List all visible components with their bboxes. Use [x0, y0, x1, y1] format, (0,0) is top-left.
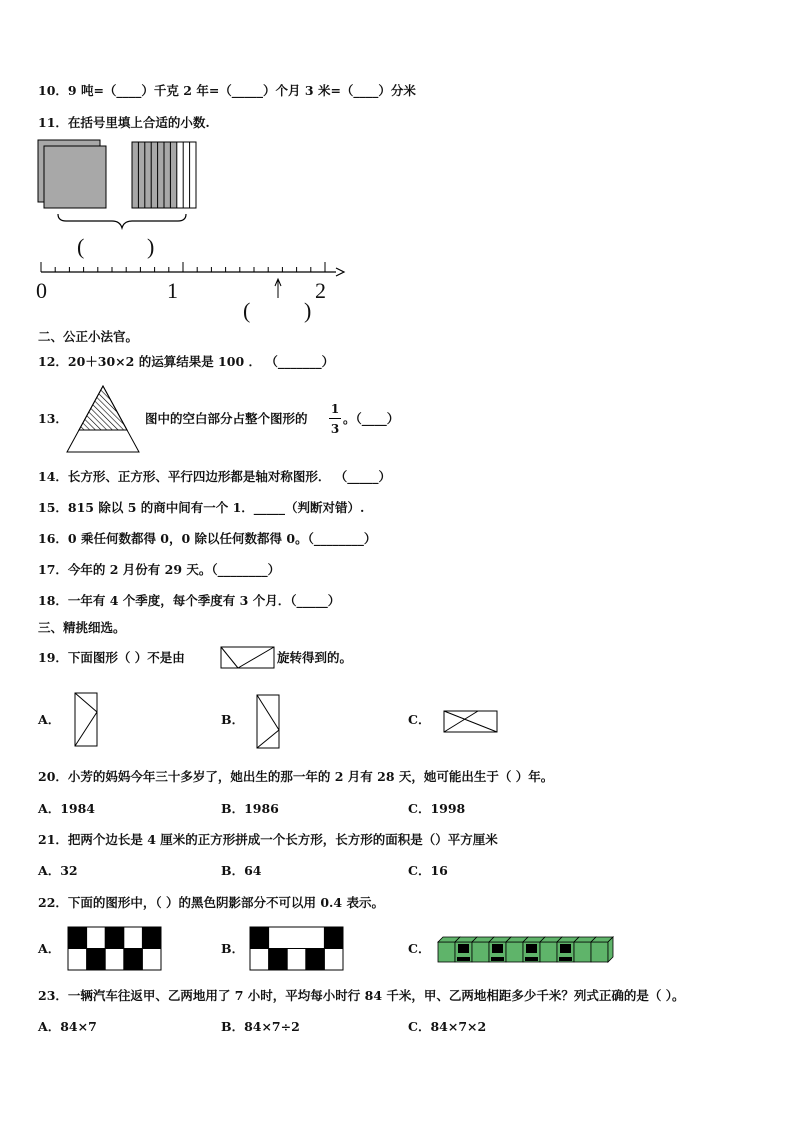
q22-figure-b — [249, 926, 345, 972]
ruler-label-1: 1 — [167, 278, 178, 303]
section-3-heading: 三、精挑细选。 — [38, 620, 126, 635]
q20-option-b[interactable]: B．1986 — [221, 801, 279, 816]
question-12: 12．20＋30×2 的运算结果是 100 ． （_______） — [38, 354, 335, 369]
q19-figure-b — [256, 694, 282, 750]
paren-right-2: ) — [304, 298, 312, 323]
question-18: 18．一年有 4 个季度，每个季度有 3 个月．（_____） — [38, 593, 341, 608]
paren-right-1: ) — [147, 234, 155, 259]
question-21: 21．把两个边长是 4 厘米的正方形拼成一个长方形，长方形的面积是（）平方厘米 — [38, 832, 498, 847]
q23-option-a[interactable]: A．84×7 — [38, 1019, 97, 1034]
q22-figure-a — [67, 926, 163, 972]
question-23: 23．一辆汽车往返甲、乙两地用了 7 小时，平均每小时行 84 千米，甲、乙两地相距多少千米？列式正确的是（ ）。 — [38, 988, 685, 1003]
section-2-heading: 二、公正小法官。 — [38, 329, 139, 344]
question-14: 14．长方形、正方形、平行四边形都是轴对称图形． （_____） — [38, 469, 391, 484]
question-20: 20．小芳的妈妈今年三十多岁了，她出生的那一年的 2 月有 28 天，她可能出生于（ ）年。 — [38, 769, 554, 784]
q20-option-a[interactable]: A．1984 — [38, 801, 95, 816]
brace — [58, 214, 186, 228]
number-line — [41, 262, 344, 298]
question-13-text: 图中的空白部分占整个图形的 — [145, 411, 308, 426]
paren-left-2: ( — [243, 298, 251, 323]
q22-option-a[interactable]: A． — [38, 941, 61, 956]
question-10: 10．9 吨=（____）千克 2 年=（_____）个月 3 米=（____）分米 — [38, 83, 416, 98]
question-13-tail: 。（____） — [343, 411, 400, 426]
paren-left-1: ( — [77, 234, 85, 259]
triangle-figure — [66, 384, 140, 454]
q22-option-c[interactable]: C． — [408, 941, 431, 956]
square-front — [44, 146, 106, 208]
q19-figure-c — [443, 710, 499, 734]
q22-option-b[interactable]: B． — [221, 941, 245, 956]
q23-option-c[interactable]: C．84×7×2 — [408, 1019, 487, 1034]
q21-option-c[interactable]: C．16 — [408, 863, 448, 878]
fraction-bar — [329, 418, 341, 419]
q19-option-c[interactable]: C． — [408, 712, 431, 727]
q22-figure-c — [436, 934, 626, 966]
q21-option-a[interactable]: A．32 — [38, 863, 78, 878]
question-16: 16．0 乘任何数都得 0，0 除以任何数都得 0。（________） — [38, 531, 377, 546]
q19-figure-a — [74, 692, 100, 748]
question-19-pre: 19．下面图形（ ）不是由 — [38, 650, 185, 665]
q19-option-b[interactable]: B． — [221, 712, 245, 727]
question-13-number: 13． — [38, 411, 68, 426]
question-15: 15．815 除以 5 的商中间有一个 1．_____（判断对错）. — [38, 500, 365, 515]
q21-option-b[interactable]: B．64 — [221, 863, 262, 878]
cube-side — [608, 937, 613, 962]
q23-option-b[interactable]: B．84×7÷2 — [221, 1019, 300, 1034]
reference-rectangle — [220, 646, 276, 670]
fraction-denominator: 3 — [330, 422, 340, 436]
question-17: 17．今年的 2 月份有 29 天。（________） — [38, 562, 281, 577]
ruler-label-2: 2 — [315, 278, 326, 303]
question-22: 22．下面的图形中，（ ）的黑色阴影部分不可以用 0.4 表示。 — [38, 895, 384, 910]
q19-option-a[interactable]: A． — [38, 712, 61, 727]
fraction-numerator: 1 — [330, 402, 340, 416]
tenths-square — [132, 142, 196, 208]
question-19-post: 旋转得到的。 — [277, 650, 353, 665]
ruler-label-0: 0 — [36, 278, 47, 303]
decimal-figure — [36, 138, 346, 328]
question-11: 11．在括号里填上合适的小数. — [38, 115, 210, 130]
q20-option-c[interactable]: C．1998 — [408, 801, 466, 816]
